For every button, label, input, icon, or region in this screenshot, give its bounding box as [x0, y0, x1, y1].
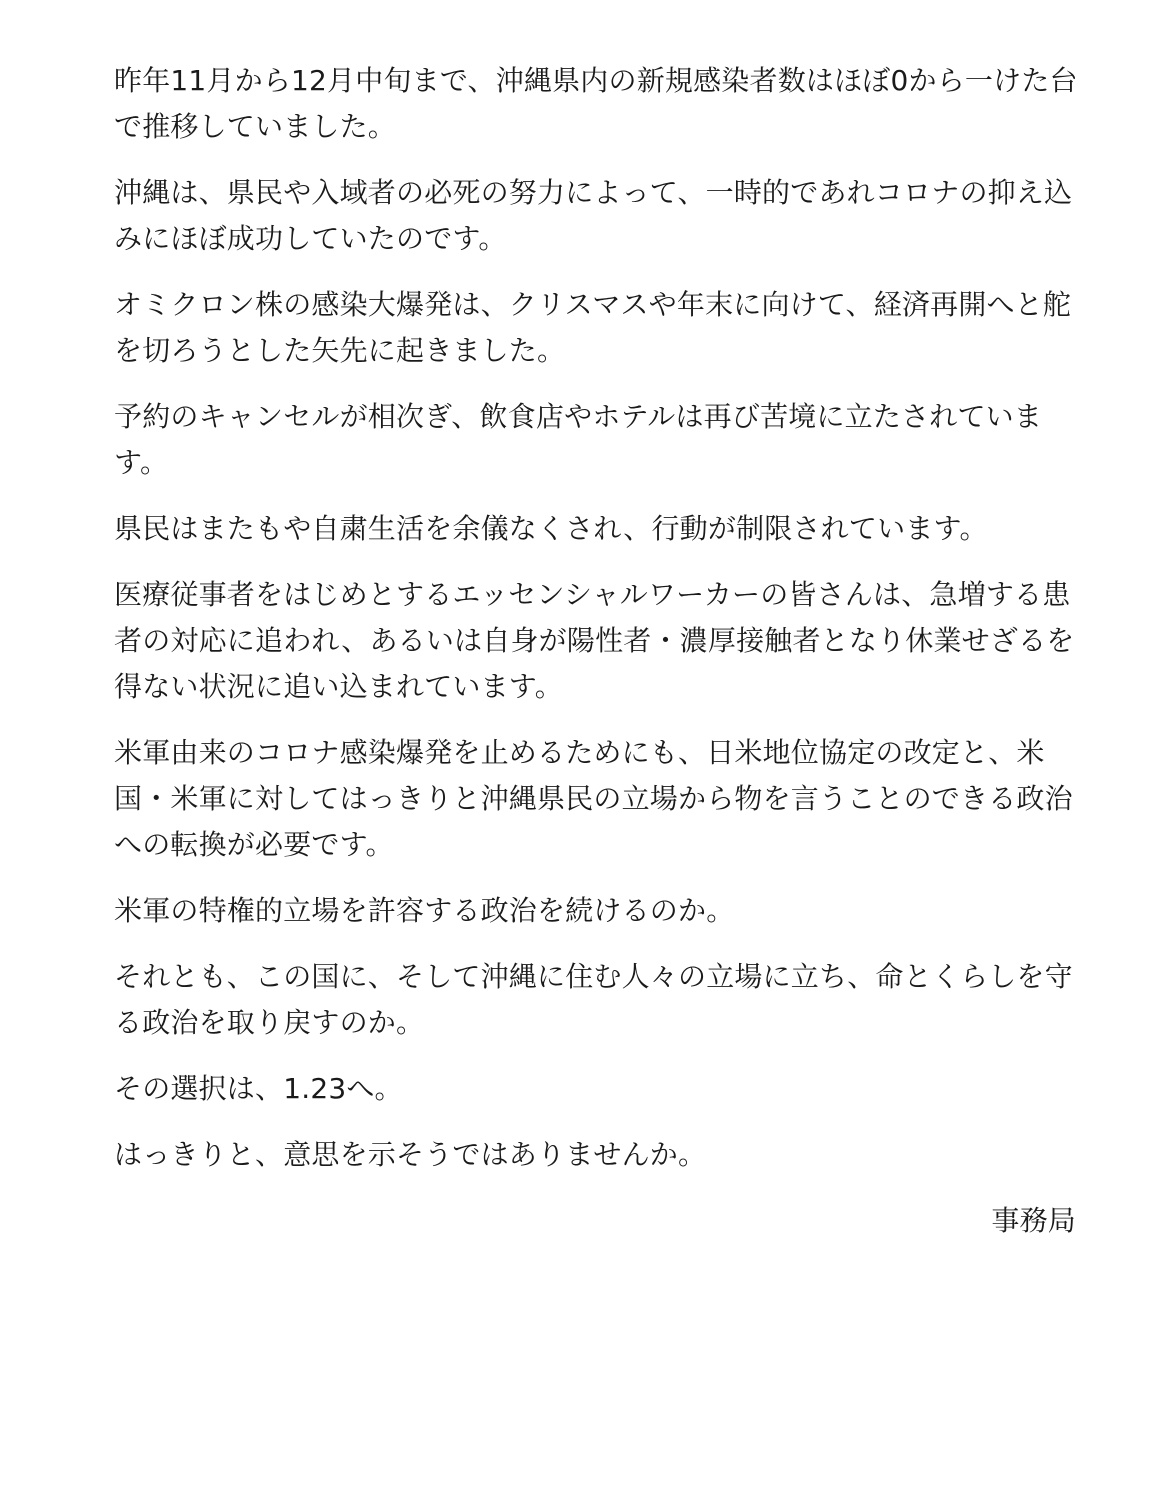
paragraph-line: 米軍の特権的立場を許容する政治を続けるのか。 [114, 894, 735, 927]
paragraph [114, 170, 1076, 262]
paragraph-line: 沖縄は、県民や入域者の必死の努力によって、一時的であれコロナの抑え込 [114, 176, 1073, 209]
paragraph-line: その選択は、1.23へ。 [114, 1072, 403, 1105]
paragraph [114, 1066, 1076, 1112]
paragraph [114, 1132, 1076, 1178]
paragraph-line: 国・米軍に対してはっきりと沖縄県民の立場から物を言うことのできる政治 [114, 782, 1073, 815]
paragraph-line: で推移していました。 [114, 110, 397, 143]
paragraph-line: 得ない状況に追い込まれています。 [114, 670, 563, 703]
paragraph [114, 730, 1076, 868]
paragraph-line: 昨年11月から12月中旬まで、沖縄県内の新規感染者数はほぼ0から一けた台 [114, 64, 1078, 97]
paragraph-line: す。 [114, 446, 169, 479]
paragraph-line: はっきりと、意思を示そうではありませんか。 [114, 1138, 707, 1171]
paragraph [114, 506, 1076, 552]
paragraph-line: 予約のキャンセルが相次ぎ、飲食店やホテルは再び苦境に立たされていま [114, 400, 1043, 433]
paragraph-list [114, 58, 1076, 1178]
paragraph [114, 58, 1076, 150]
paragraph [114, 282, 1076, 374]
paragraph-line: 県民はまたもや自粛生活を余儀なくされ、行動が制限されています。 [114, 512, 988, 545]
paragraph [114, 888, 1076, 934]
paragraph-line: 医療従事者をはじめとするエッセンシャルワーカーの皆さんは、急増する患 [114, 578, 1071, 611]
paragraph [114, 572, 1076, 710]
paragraph [114, 394, 1076, 486]
paragraph-line: を切ろうとした矢先に起きました。 [114, 334, 566, 367]
paragraph-line: それとも、この国に、そして沖縄に住む人々の立場に立ち、命とくらしを守 [114, 960, 1073, 993]
signature: 事務局 [991, 1204, 1076, 1237]
paragraph-line: 者の対応に追われ、あるいは自身が陽性者・濃厚接触者となり休業せざるを [114, 624, 1075, 657]
article-body [114, 58, 1076, 1264]
paragraph-line: への転換が必要です。 [114, 828, 394, 861]
paragraph-line: る政治を取り戻すのか。 [114, 1006, 425, 1039]
paragraph-line: オミクロン株の感染大爆発は、クリスマスや年末に向けて、経済再開へと舵 [114, 288, 1072, 321]
paragraph [114, 954, 1076, 1046]
paragraph-line: 米軍由来のコロナ感染爆発を止めるためにも、日米地位協定の改定と、米 [114, 736, 1045, 769]
paragraph-line: みにほぼ成功していたのです。 [114, 222, 507, 255]
